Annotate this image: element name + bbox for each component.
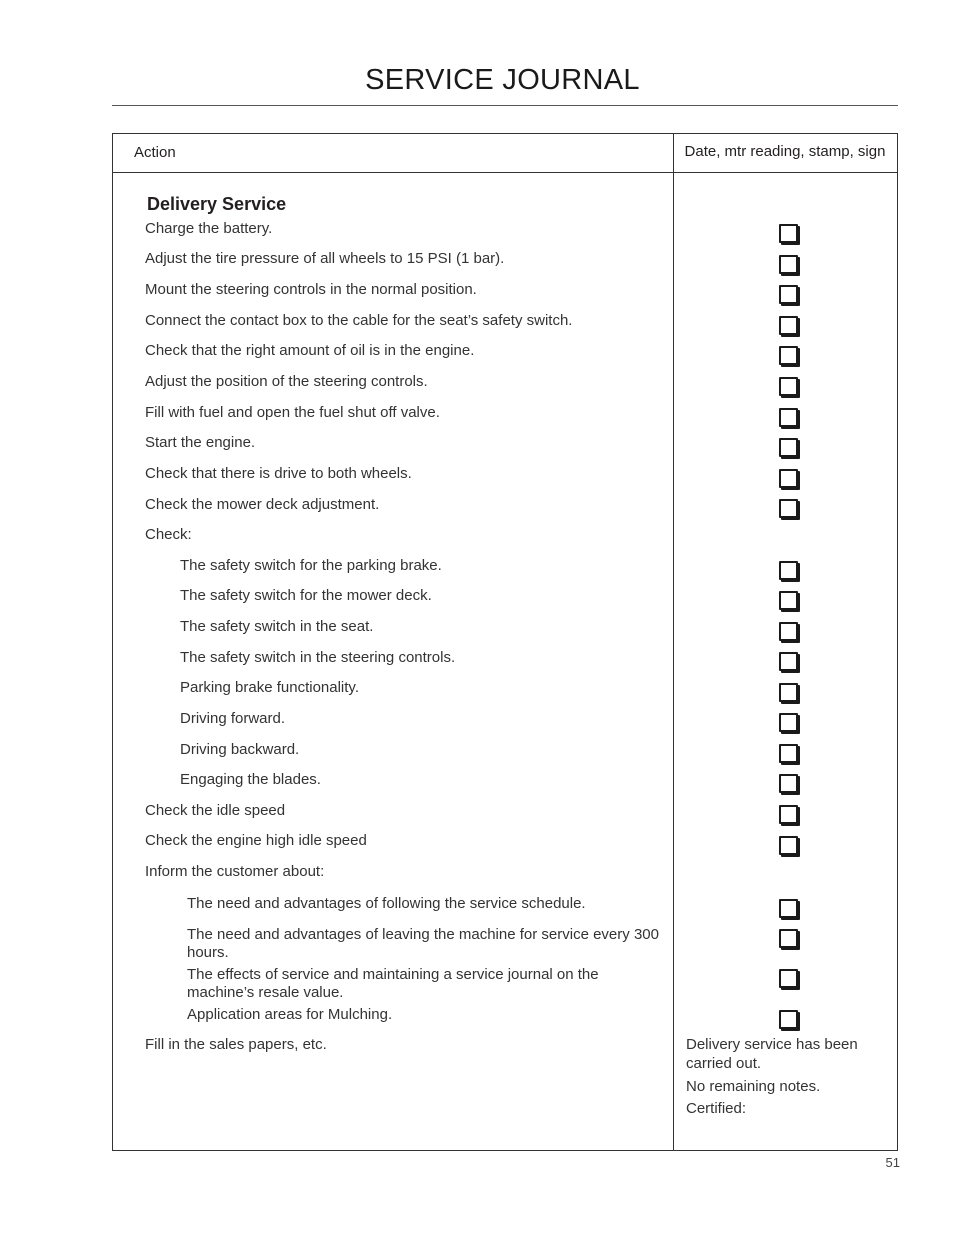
section-title: Delivery Service (147, 194, 287, 214)
checkbox[interactable] (779, 591, 798, 610)
list-item: Engaging the blades. (180, 771, 321, 788)
list-item: Start the engine. (145, 434, 256, 451)
note-delivery-done: Delivery service has been carried out. (686, 1036, 858, 1072)
list-item: Adjust the tire pressure of all wheels to 15 PSI (1 bar). (145, 250, 505, 267)
list-item: Check the engine high idle speed (145, 832, 367, 849)
checkbox[interactable] (779, 713, 798, 732)
note-no-remaining: No remaining notes. (686, 1078, 821, 1095)
list-item: Check: (145, 526, 192, 543)
list-item: Adjust the position of the steering controls. (145, 373, 428, 390)
list-item: The effects of service and maintaining a service journal on the machine’s resale value. (187, 966, 599, 1001)
checkbox[interactable] (779, 622, 798, 641)
list-item: The safety switch for the mower deck. (180, 587, 432, 604)
list-item: Driving forward. (180, 710, 286, 727)
checkbox[interactable] (779, 255, 798, 274)
list-item: Check that the right amount of oil is in the engine. (145, 342, 475, 359)
page-number: 51 (885, 1155, 900, 1170)
title-rule (112, 105, 898, 106)
list-item: Check the idle speed (145, 802, 286, 819)
checkbox[interactable] (779, 774, 798, 793)
checkbox[interactable] (779, 969, 798, 988)
list-item: Inform the customer about: (145, 863, 325, 880)
checkbox[interactable] (779, 652, 798, 671)
checkbox[interactable] (779, 836, 798, 855)
service-journal-table (112, 133, 898, 1151)
list-item: Fill in the sales papers, etc. (145, 1036, 327, 1053)
list-item: Check that there is drive to both wheels. (145, 465, 412, 482)
checkbox[interactable] (779, 316, 798, 335)
list-item: The need and advantages of following the service schedule. (187, 895, 586, 912)
page-title: SERVICE JOURNAL (365, 64, 640, 96)
checkbox[interactable] (779, 346, 798, 365)
checkbox[interactable] (779, 377, 798, 396)
list-item: Parking brake functionality. (180, 679, 359, 696)
list-item: Application areas for Mulching. (187, 1006, 393, 1023)
checkbox[interactable] (779, 499, 798, 518)
header-divider (113, 172, 897, 173)
list-item: Connect the contact box to the cable for the seat’s safety switch. (145, 312, 573, 329)
list-item: The safety switch for the parking brake. (180, 557, 442, 574)
checkbox[interactable] (779, 929, 798, 948)
header-date: Date, mtr reading, stamp, sign (684, 143, 886, 160)
column-divider (673, 134, 674, 1150)
list-item: The safety switch in the seat. (180, 618, 374, 635)
checkbox[interactable] (779, 224, 798, 243)
list-item: Fill with fuel and open the fuel shut off valve. (145, 404, 440, 421)
checkbox[interactable] (779, 683, 798, 702)
list-item: Check the mower deck adjustment. (145, 496, 380, 513)
checkbox[interactable] (779, 744, 798, 763)
list-item: Mount the steering controls in the normal position. (145, 281, 477, 298)
header-action: Action (134, 144, 176, 161)
list-item: The need and advantages of leaving the machine for service every 300 hours. (187, 926, 659, 961)
checkbox[interactable] (779, 899, 798, 918)
checkbox[interactable] (779, 561, 798, 580)
checkbox[interactable] (779, 408, 798, 427)
list-item: Charge the battery. (145, 220, 273, 237)
checkbox[interactable] (779, 1010, 798, 1029)
checkbox[interactable] (779, 469, 798, 488)
checkbox[interactable] (779, 285, 798, 304)
list-item: Driving backward. (180, 741, 300, 758)
checkbox[interactable] (779, 805, 798, 824)
note-certified: Certified: (686, 1100, 747, 1117)
list-item: The safety switch in the steering controls. (180, 649, 456, 666)
checkbox[interactable] (779, 438, 798, 457)
